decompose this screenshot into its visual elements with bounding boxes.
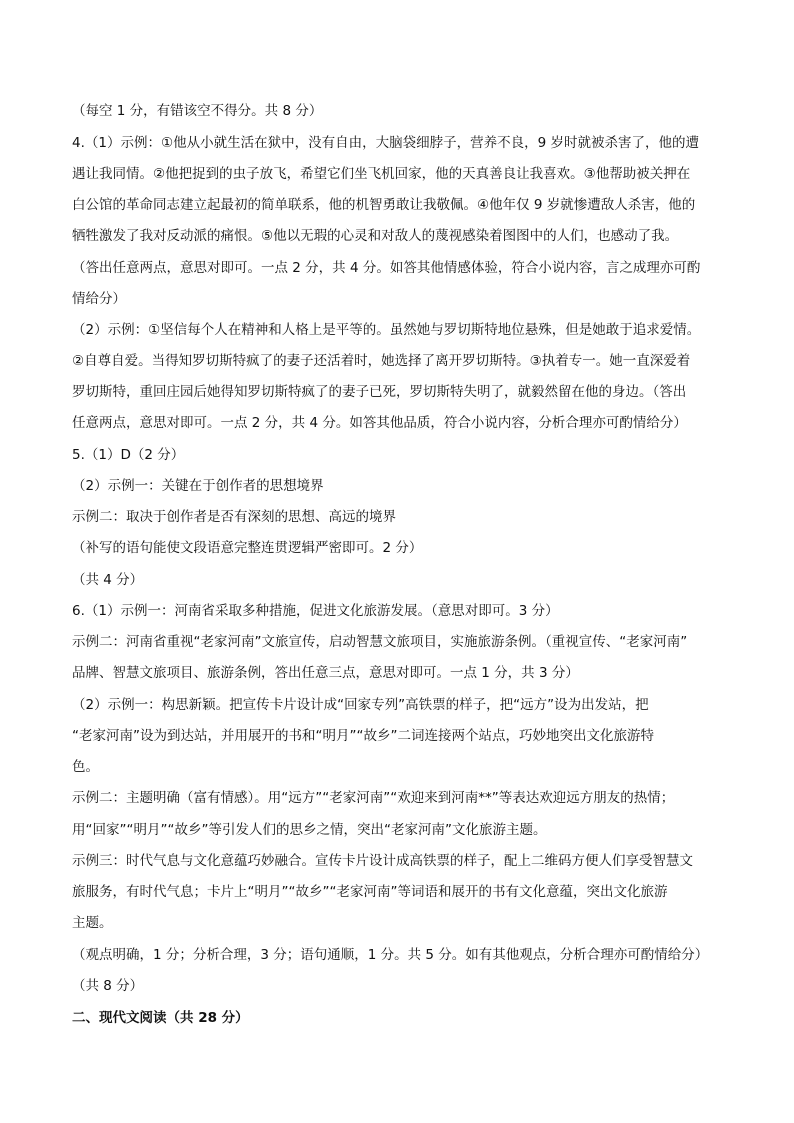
text-line: 5.（1）D（2 分） [72, 447, 185, 463]
text-line: 品牌、智慧文旅项目、旅游条例，答出任意三点，意思对即可。一点 1 分，共 3 分） [72, 665, 579, 681]
text-line: 罗切斯特，重回庄园后她得知罗切斯特疯了的妻子已死，罗切斯特失明了，就毅然留在他的身边。（答出 [72, 384, 687, 400]
text-line: 4.（1）示例：①他从小就生活在狱中，没有自由，大脑袋细脖子，营养不良，9 岁时就被杀害了，他的遭 [72, 135, 699, 151]
text-line: 白公馆的革命同志建立起最初的简单联系，他的机智勇敢让我敬佩。④他年仅 9 岁就惨遭敌人杀害，他的 [72, 197, 696, 213]
text-line: 示例二：取决于创作者是否有深刻的思想、高远的境界 [72, 509, 396, 525]
text-line: （每空 1 分，有错该空不得分。共 8 分） [72, 103, 323, 119]
text-line: “老家河南”设为到达站，并用展开的书和“明月”“故乡”二词连接两个站点，巧妙地突出文化旅游特 [72, 728, 654, 744]
text-line: 主题。 [72, 915, 113, 931]
text-line: 任意两点，意思对即可。一点 2 分，共 4 分。如答其他品质，符合小说内容，分析合理亦可酌情给分） [72, 415, 687, 431]
text-line: （共 8 分） [72, 978, 144, 994]
text-line: （共 4 分） [72, 572, 144, 588]
text-line: （2）示例：①坚信每个人在精神和人格上是平等的。虽然她与罗切斯特地位悬殊，但是她敢于追求爱情。 [72, 322, 701, 338]
text-line: 牺牲激发了我对反动派的痛恨。⑤他以无瑕的心灵和对敌人的蔑视感染着图图中的人们，也感动了我。 [72, 228, 679, 244]
text-line: （补写的语句能使文段语意完整连贯逻辑严密即可。2 分） [72, 540, 423, 556]
text-line: 情给分） [72, 291, 126, 307]
text-line: ②自尊自爱。当得知罗切斯特疯了的妻子还活着时，她选择了离开罗切斯特。③执着专一。她一直深爱着 [72, 353, 691, 369]
text-line: （观点明确，1 分；分析合理，3 分；语句通顺，1 分。共 5 分。如有其他观点，分析合理亦可酌情给分） [72, 947, 709, 963]
text-line: 旅服务，有时代气息；卡片上“明月”“故乡”“老家河南”等词语和展开的书有文化意蕴，突出文化旅游 [72, 884, 668, 900]
text-line: 示例二：主题明确（富有情感）。用“远方”“老家河南”“欢迎来到河南**”等表达欢迎远方朋友的热情； [72, 790, 675, 806]
text-line: 6.（1）示例一：河南省采取多种措施，促进文化旅游发展。（意思对即可。3 分） [72, 603, 559, 619]
text-line: （答出任意两点，意思对即可。一点 2 分，共 4 分。如答其他情感体验，符合小说内容，言之成理亦可酌 [72, 260, 701, 276]
text-line: （2）示例一：构思新颖。把宣传卡片设计成“回家专列”高铁票的样子，把“远方”设为出发站，把 [72, 697, 649, 713]
text-line: 用“回家”“明月”“故乡”等引发人们的思乡之情，突出“老家河南”文化旅游主题。 [72, 822, 547, 838]
text-line: （2）示例一：关键在于创作者的思想境界 [72, 478, 324, 494]
text-line: 示例二：河南省重视“老家河南”文旅宣传，启动智慧文旅项目，实施旅游条例。（重视宣传、“老家河南” [72, 634, 688, 650]
section-heading: 二、现代文阅读（共 28 分） [72, 1010, 249, 1026]
text-line: 色。 [72, 759, 99, 775]
text-line: 示例三：时代气息与文化意蕴巧妙融合。宣传卡片设计成高铁票的样子，配上二维码方便人们享受智慧文 [72, 853, 693, 869]
text-line: 遇让我同情。②他把捉到的虫子放飞，希望它们坐飞机回家，他的天真善良让我喜欢。③他帮助被关押在 [72, 166, 691, 182]
